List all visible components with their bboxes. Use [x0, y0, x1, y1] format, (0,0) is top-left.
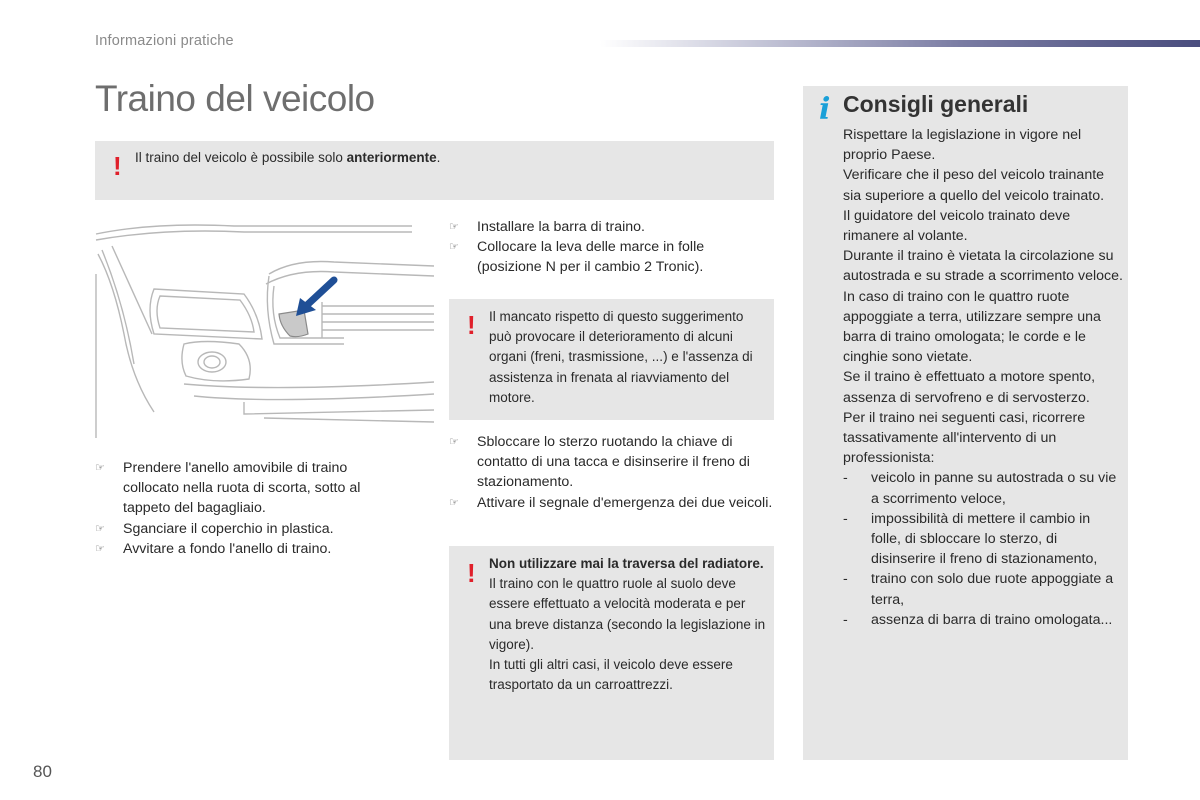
- info-paragraph: Il guidatore del veicolo trainato deve rimanere al volante.: [843, 207, 1071, 245]
- list-item: ☞ Installare la barra di traino.: [449, 217, 739, 237]
- list-item: ☞ Prendere l'anello amovibile di traino collocato nella ruota di scorta, sotto al tappeto del bagagliaio.: [95, 460, 361, 517]
- pointing-hand-icon: ☞: [95, 542, 105, 555]
- page-title: Traino del veicolo: [95, 78, 375, 119]
- info-cases-list: [843, 468, 1123, 630]
- dash-bullet: -: [843, 470, 848, 487]
- info-title: Consigli generali: [843, 91, 1029, 117]
- car-front-towing-illustration: [94, 214, 434, 446]
- info-icon: i: [819, 92, 831, 127]
- info-paragraph: Rispettare la legislazione in vigore nel proprio Paese.: [843, 127, 1082, 164]
- pointing-hand-icon: ☞: [449, 241, 459, 254]
- warning-top-text: [135, 148, 755, 168]
- list-item: ☞ Collocare la leva delle marce in folle (posizione N per il cambio 2 Tronic).: [449, 239, 705, 276]
- pointing-hand-icon: ☞: [95, 462, 105, 474]
- warning-top-text-start: Il traino del veicolo è possibile solo: [135, 150, 347, 165]
- pointing-hand-icon: ☞: [449, 221, 459, 233]
- list-item: ☞ Attivare il segnale d'emergenza dei due veicoli.: [449, 493, 779, 513]
- warning-middle-text: Il mancato rispetto di questo suggerimento può provocare il deterioramento di alcuni organi (freni, trasmissione, ...) e l'assenza di assistenza in frenata al riavviamento del motore.: [489, 309, 753, 405]
- warning-bottom-bold: Non utilizzare mai la traversa del radiatore.: [489, 556, 764, 571]
- middle-steps-list-2: [449, 432, 779, 513]
- dash-bullet: -: [843, 510, 848, 527]
- list-item: ☞ Sbloccare lo sterzo ruotando la chiave di contatto di una tacca e disinserire il freno di stazionamento.: [449, 434, 750, 491]
- pointing-hand-icon: ☞: [449, 496, 459, 509]
- list-item: - veicolo in panne su autostrada o su vie a scorrimento veloce,: [843, 470, 1117, 507]
- info-paragraph: In caso di traino con le quattro ruote appoggiate a terra, utilizzare sempre una barra di traino omologata; le corde e le cinghie sono vietate.: [843, 288, 1101, 366]
- left-steps-list: [95, 458, 395, 559]
- info-paragraph: Durante il traino è vietata la circolazione su autostrada e su strade a scorrimento veloce.: [843, 248, 1123, 285]
- section-label: Informazioni pratiche: [95, 33, 234, 49]
- warning-top-text-bold: anteriormente: [346, 150, 437, 165]
- dash-bullet: -: [843, 571, 848, 588]
- page-number: 80: [33, 762, 52, 781]
- list-item: ☞ Sganciare il coperchio in plastica.: [95, 519, 395, 539]
- dash-bullet: -: [843, 611, 848, 628]
- list-item: ☞ Avvitare a fondo l'anello di traino.: [95, 539, 395, 559]
- warning-exclamation-icon: !: [113, 151, 122, 181]
- warning-bottom-text-1: Il traino con le quattro ruole al suolo deve essere effettuato a velocità moderata e per una breve distanza (secondo la legislazione in vigore).: [489, 576, 766, 652]
- header-gradient-bar: [600, 40, 1200, 47]
- info-body: [843, 125, 1123, 630]
- list-item: - assenza di barra di traino omologata...: [843, 610, 1123, 630]
- warning-bottom-text: [489, 554, 767, 695]
- pointing-hand-icon: ☞: [95, 522, 105, 535]
- list-item: - impossibilità di mettere il cambio in folle, di sbloccare lo sterzo, di disinserire il freno di stazionamento,: [843, 510, 1098, 568]
- middle-steps-list-1: [449, 217, 739, 278]
- warning-top-text-end: .: [436, 150, 441, 165]
- info-paragraph: Per il traino nei seguenti casi, ricorrere tassativamente all'intervento di un professionista:: [843, 409, 1086, 467]
- pointing-hand-icon: ☞: [449, 436, 459, 448]
- list-item: - traino con solo due ruote appoggiate a terra,: [843, 571, 1114, 608]
- warning-exclamation-icon: !: [467, 310, 476, 340]
- warning-exclamation-icon: !: [467, 558, 476, 588]
- info-paragraph: Se il traino è effettuato a motore spento, assenza di servofreno e di servosterzo.: [843, 369, 1096, 406]
- info-paragraph: Verificare che il peso del veicolo trainante sia superiore a quello del veicolo trainato.: [843, 167, 1105, 204]
- warning-bottom-text-2: In tutti gli altri casi, il veicolo deve essere trasportato da un carroattrezzi.: [489, 657, 733, 693]
